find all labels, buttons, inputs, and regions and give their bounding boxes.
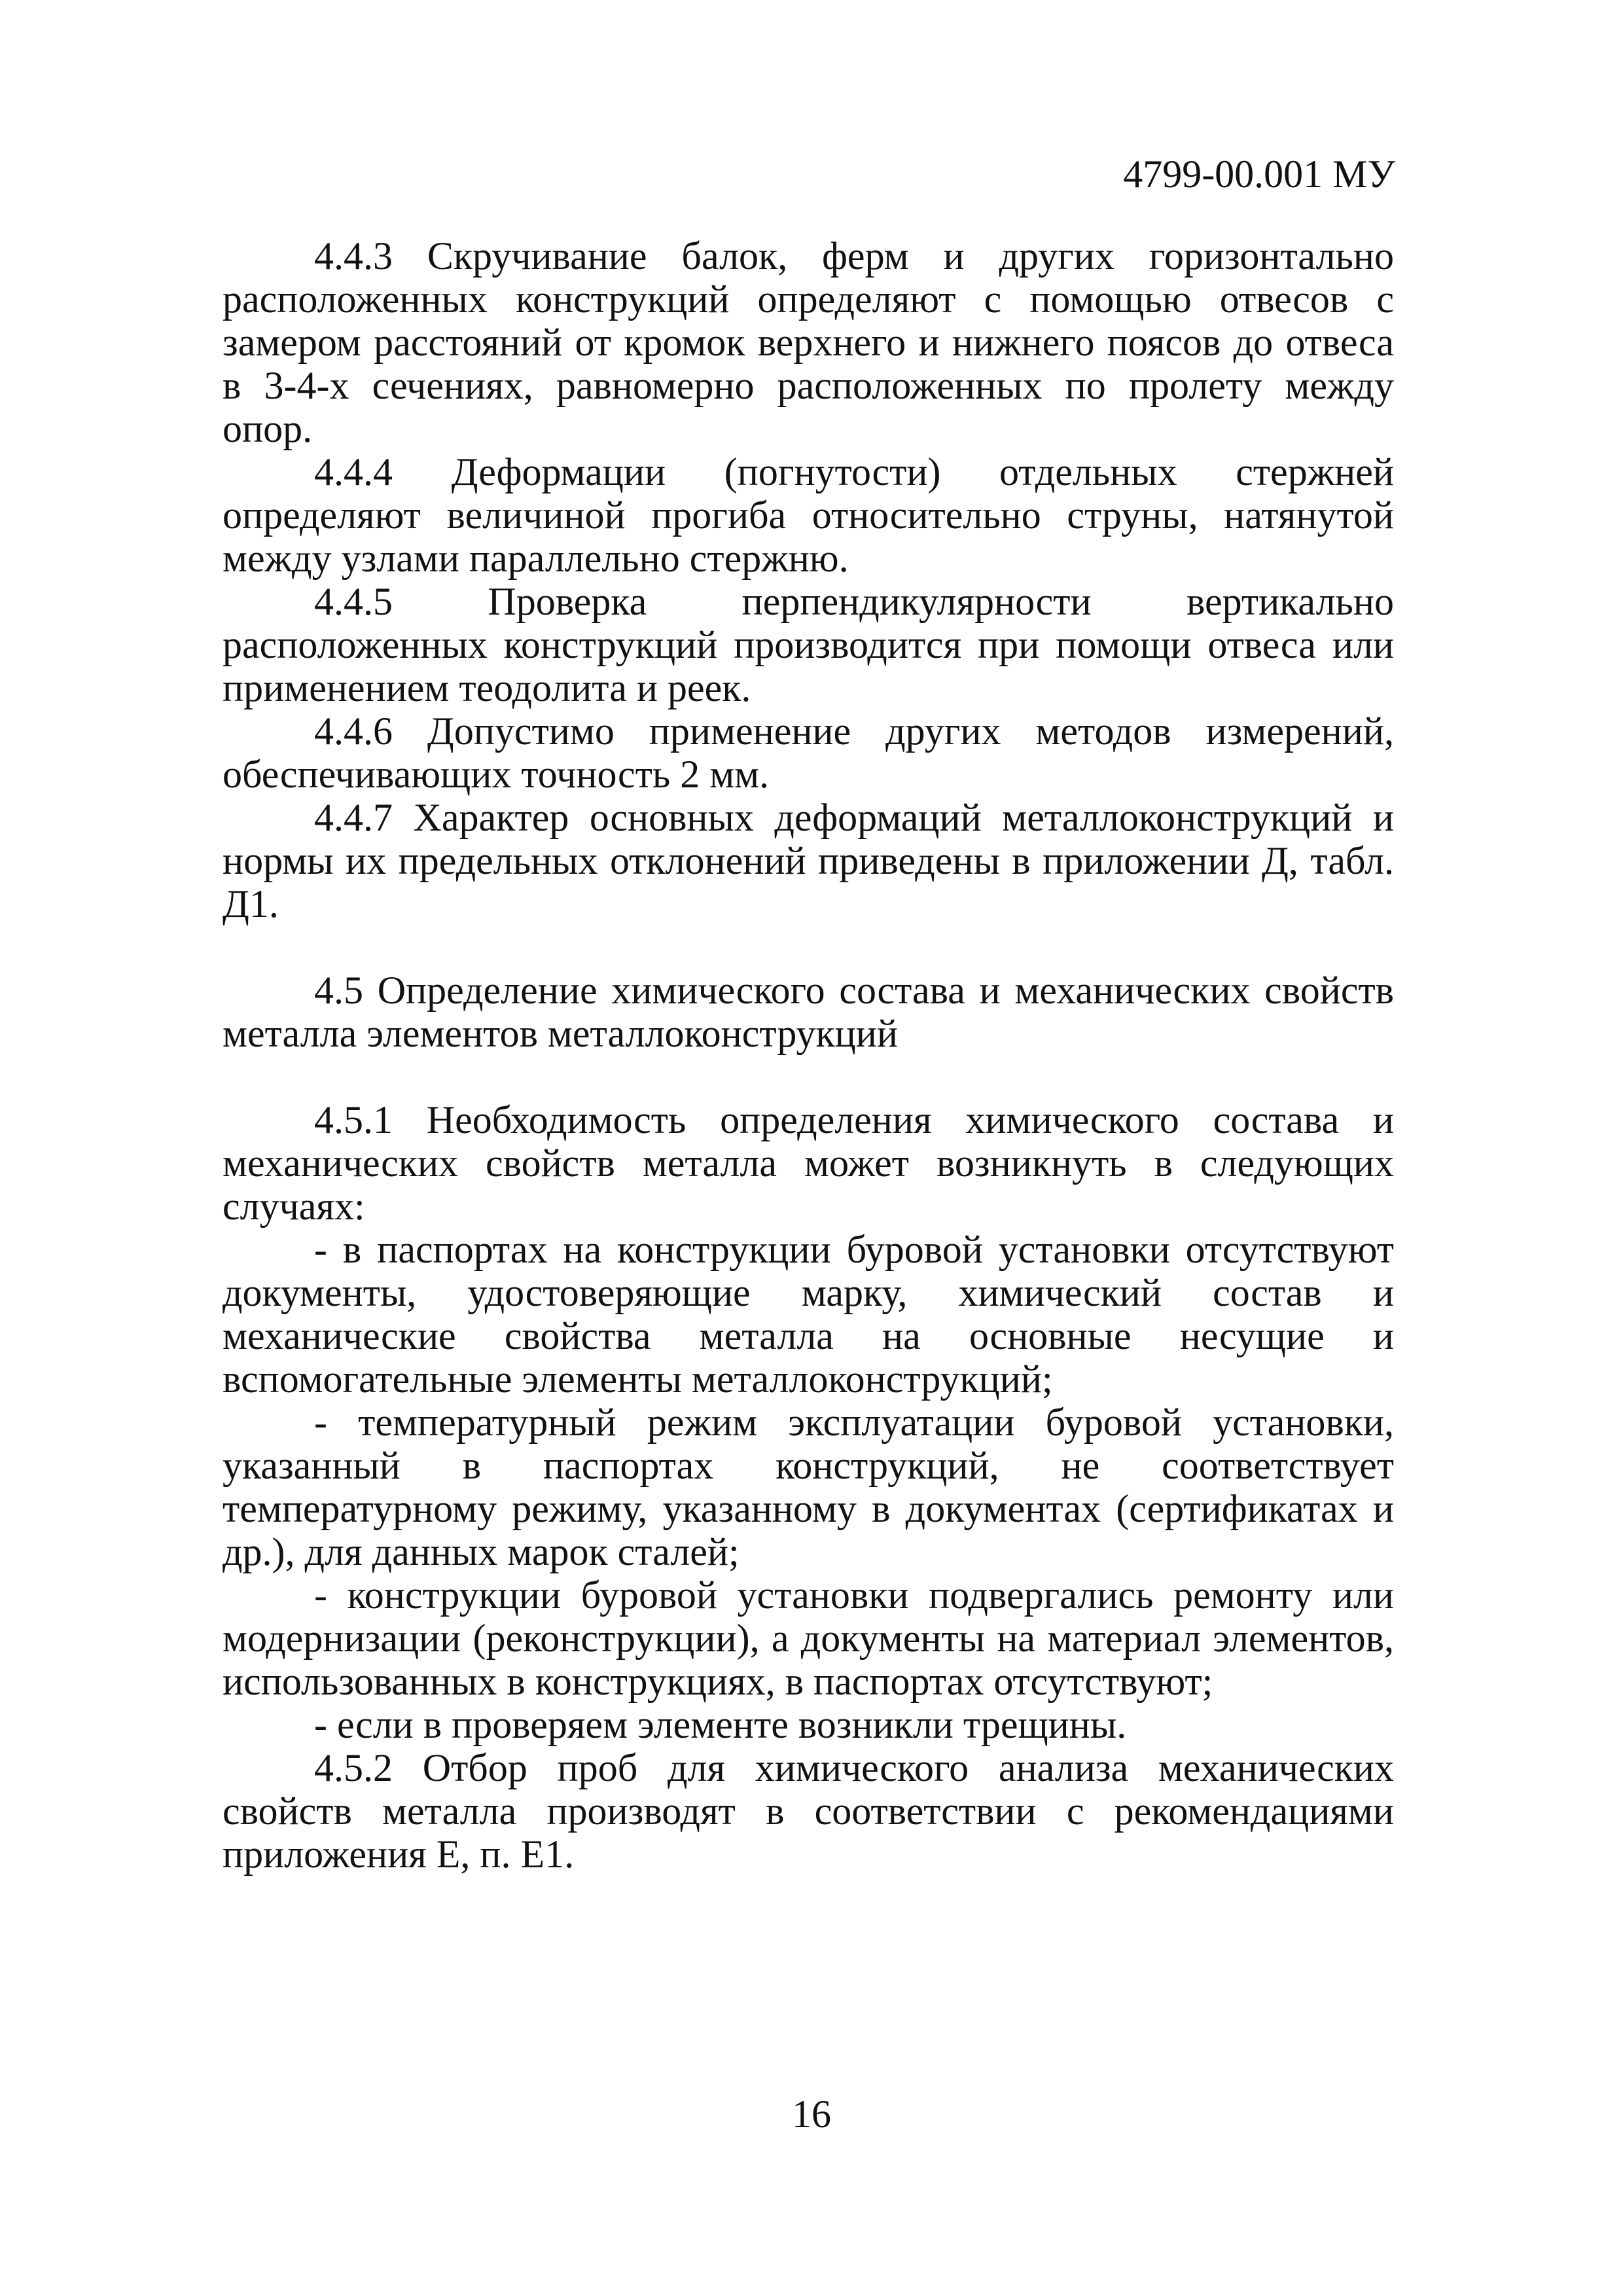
paragraph-4-5-2: 4.5.2 Отбор проб для химического анализа механических свойств металла производят в соответствии с рекомендациями приложения Е, п. Е1. (223, 1746, 1394, 1876)
paragraph-4-4-5: 4.4.5 Проверка перпендикулярности вертикально расположенных конструкций производится при помощи отвеса или применением теодолита и реек. (223, 580, 1394, 709)
paragraph-4-4-3: 4.4.3 Скручивание балок, ферм и других горизонтально расположенных конструкций определяют с помощью отвесов с замером расстояний от кромок верхнего и нижнего поясов до отвеса в 3-4-х сечениях, равномерно расположенных по пролету между опор. (223, 234, 1394, 450)
list-item: - температурный режим эксплуатации буровой установки, указанный в паспортах конструкций, не соответствует температурному режиму, указанному в документах (сертификатах и др.), для данных марок сталей; (223, 1401, 1394, 1573)
list-item: - конструкции буровой установки подвергались ремонту или модернизации (реконструкции), а документы на материал элементов, использованных в конструкциях, в паспортах отсутствуют; (223, 1573, 1394, 1703)
page-number: 16 (792, 2092, 831, 2136)
list-item: - если в проверяем элементе возникли трещины. (314, 1703, 1127, 1746)
section-heading-4-5: 4.5 Определение химического состава и механических свойств металла элементов металлоконструкций (223, 969, 1394, 1055)
paragraph-4-4-6: 4.4.6 Допустимо применение других методов измерений, обеспечивающих точность 2 мм. (223, 709, 1394, 796)
paragraph-4-5-1: 4.5.1 Необходимость определения химического состава и механических свойств металла может возникнуть в следующих случаях: (223, 1098, 1394, 1228)
paragraph-4-4-7: 4.4.7 Характер основных деформаций металлоконструкций и нормы их предельных отклонений приведены в приложении Д, табл. Д1. (223, 796, 1394, 925)
document-code: 4799-00.001 МУ (1123, 152, 1395, 196)
paragraph-4-4-4: 4.4.4 Деформации (погнутости) отдельных стержней определяют величиной прогиба относительно струны, натянутой между узлами параллельно стержню. (223, 450, 1394, 580)
list-item: - в паспортах на конструкции буровой установки отсутствуют документы, удостоверяющие марку, химический состав и механические свойства металла на основные несущие и вспомогательные элементы металлоконструкций; (223, 1228, 1394, 1401)
document-body (223, 234, 1394, 1876)
